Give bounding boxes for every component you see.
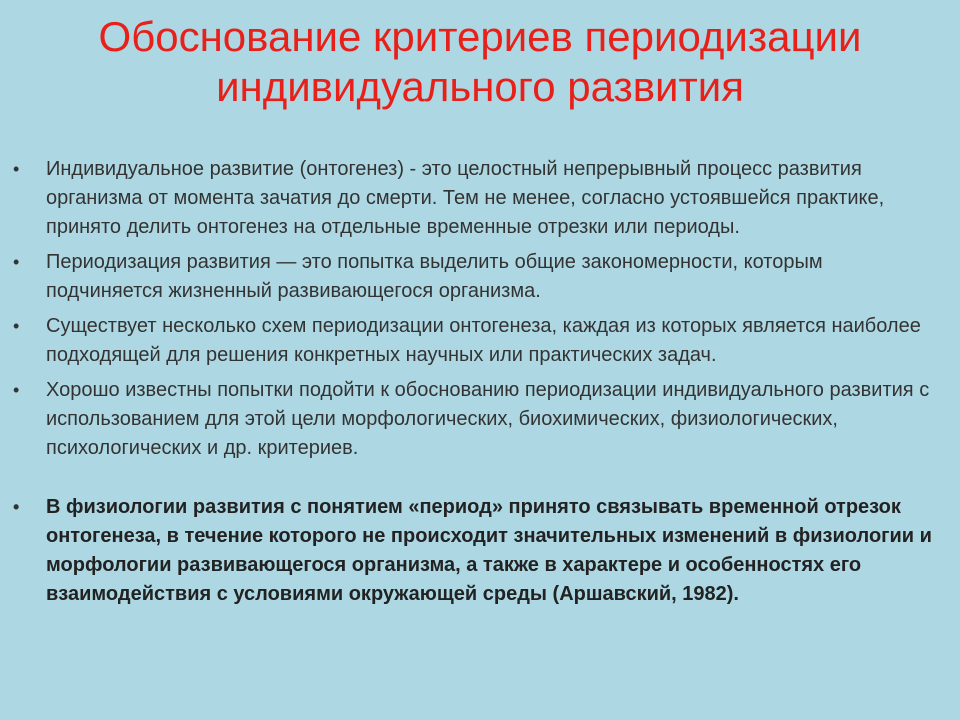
bullet-item-bold: [0, 493, 960, 609]
slide-title-line-1: Обоснование критериев периодизации: [98, 13, 862, 60]
bullet-dot-icon: •: [13, 380, 20, 400]
bullet-dot-icon: •: [13, 316, 20, 336]
bullet-list: [0, 155, 960, 615]
bullet-dot-icon: •: [13, 497, 20, 517]
bullet-dot-icon: •: [13, 159, 20, 179]
bullet-item: [0, 155, 960, 242]
bullet-dot-icon: •: [13, 252, 20, 272]
bullet-item: [0, 248, 960, 306]
bullet-item: [0, 312, 960, 370]
bullet-text: Индивидуальное развитие (онтогенез) - это целостный непрерывный процесс развития организма от момента зачатия до смерти. Тем не менее, согласно устоявшейся практике, принято делить онтогенез на отдельные временные отрезки или периоды.: [46, 158, 885, 238]
slide-title-line-2: индивидуального развития: [216, 63, 744, 110]
slide-title: [40, 12, 920, 112]
bullet-text: Периодизация развития — это попытка выделить общие закономерности, которым подчиняется жизненный развивающегося организма.: [46, 251, 823, 302]
bullet-text: Существует несколько схем периодизации онтогенеза, каждая из которых является наиболее подходящей для решения конкретных научных или практических задач.: [46, 315, 921, 366]
bullet-text: Хорошо известны попытки подойти к обоснованию периодизации индивидуального развития с использованием для этой цели морфологических, биохимических, физиологических, психологических и др. критериев.: [46, 379, 930, 459]
bullet-text: В физиологии развития с понятием «период» принято связывать временной отрезок онтогенеза, в течение которого не происходит значительных изменений в физиологии и морфологии развивающегося организма, а также в характере и особенностях его взаимодействия с условиями окружающей среды (Аршавский, 1982).: [46, 496, 932, 605]
bullet-item: [0, 376, 960, 463]
